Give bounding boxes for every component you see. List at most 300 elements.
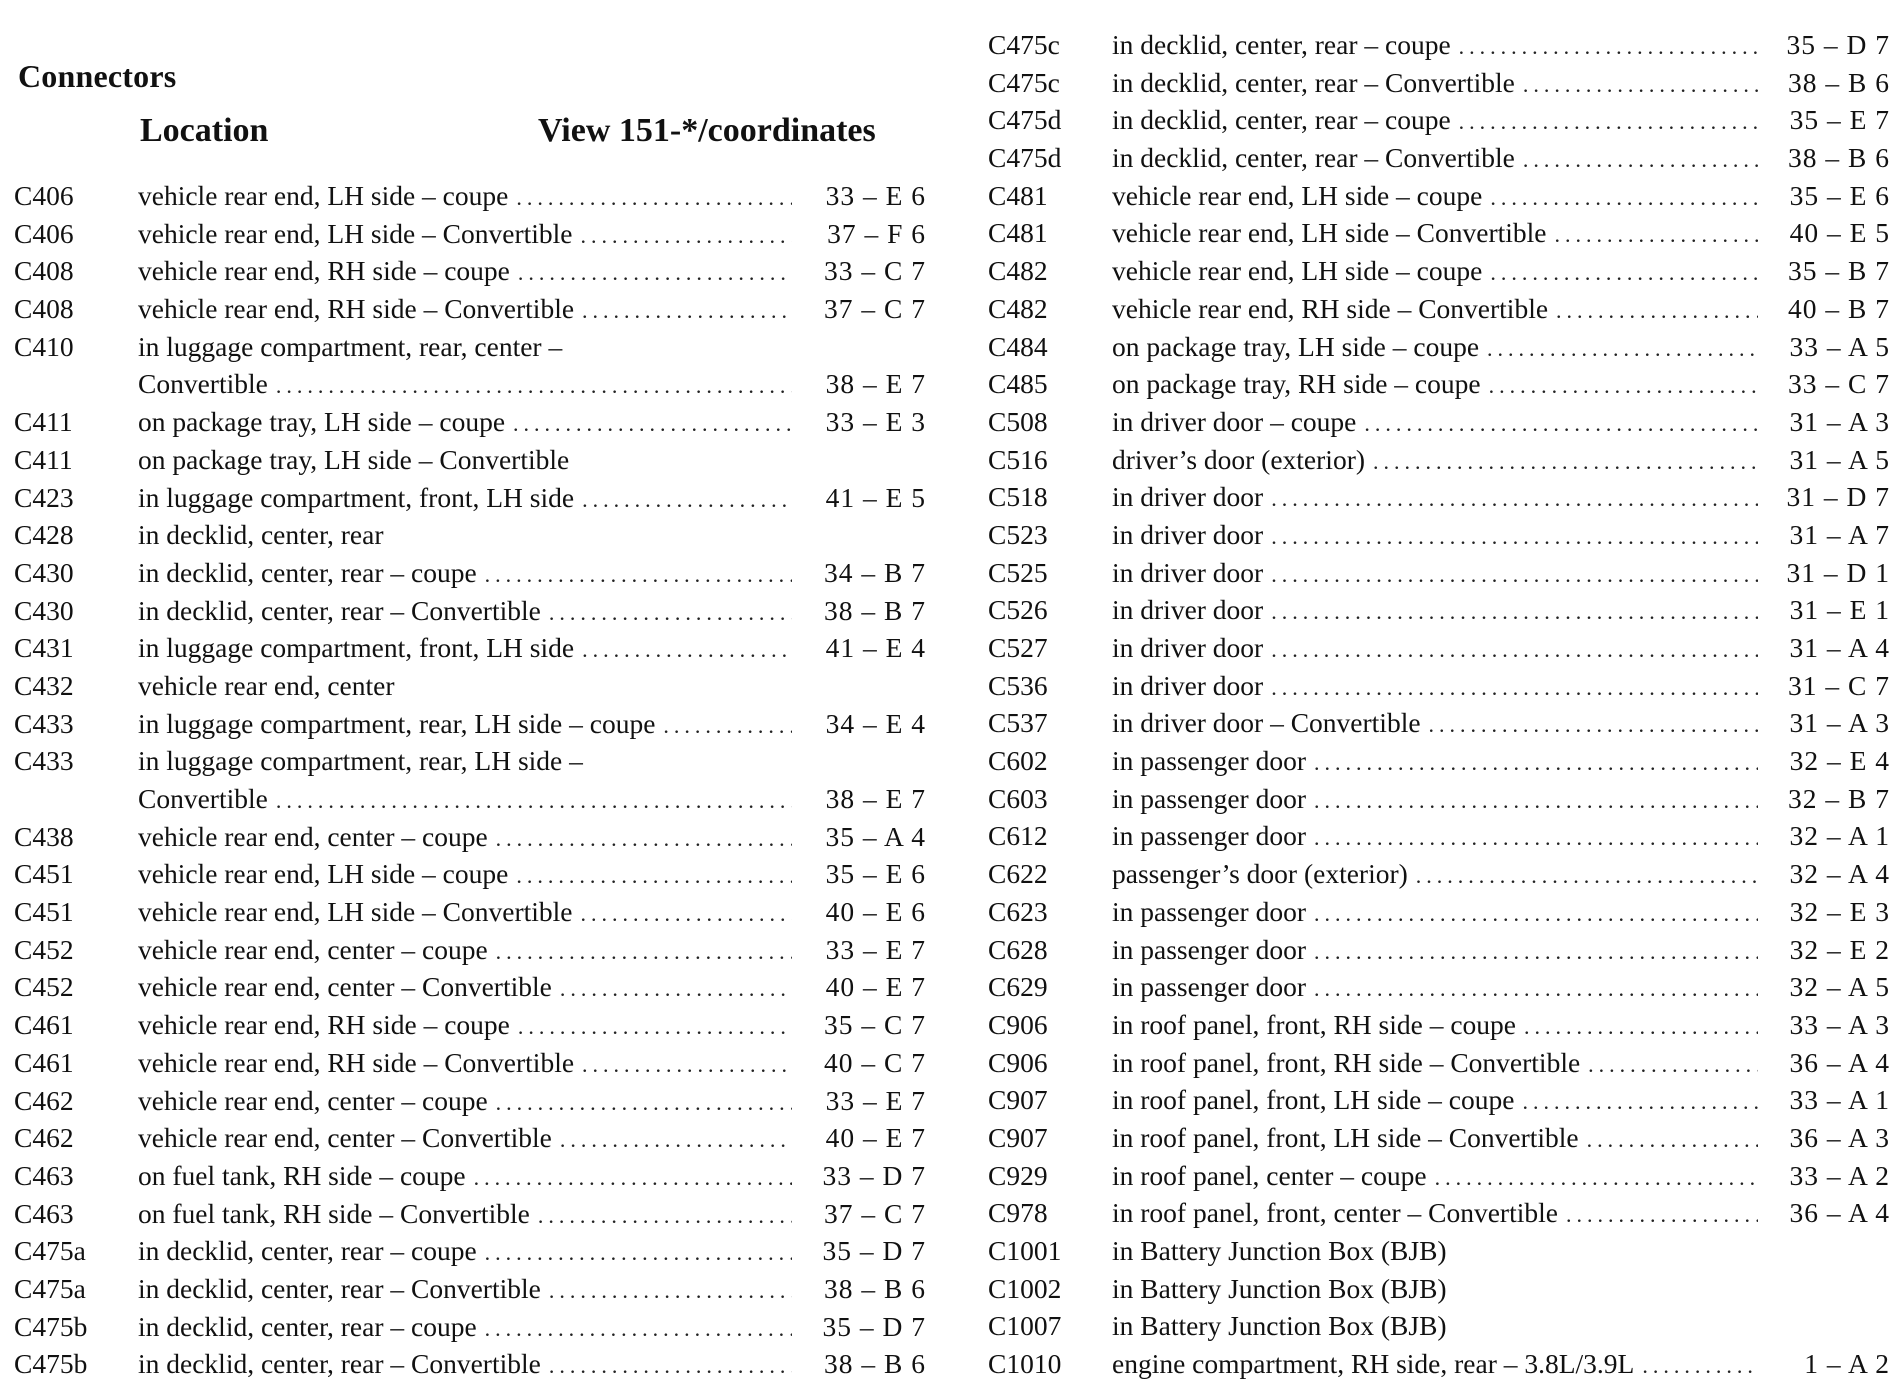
connector-location-cell [138,1119,796,1159]
connector-row [988,1157,1890,1195]
dot-leader [516,179,792,217]
connector-id: C428 [14,519,74,551]
connector-location: in driver door [1112,556,1264,588]
connector-location-cell [138,931,796,971]
connector-row [988,403,1890,441]
connector-location: in decklid, center, rear – Convertible [138,1348,541,1380]
connector-view-coordinates: 33 – C 7 [1788,368,1890,400]
connector-id: C433 [14,707,74,739]
connector-location-cell [138,1082,796,1122]
dot-leader [1271,669,1758,707]
connector-row [988,893,1890,931]
connector-id: C475a [14,1235,86,1267]
connector-location-cell [138,554,796,594]
connector-id: C452 [14,971,74,1003]
connector-location: in Battery Junction Box (BJB) [1112,1272,1447,1304]
connector-location: vehicle rear end, RH side – Convertible [138,1046,575,1078]
right-connector-list [988,26,1890,1383]
connector-location-cell [1112,968,1762,1008]
connector-view-coordinates: 36 – A 3 [1789,1121,1890,1153]
connector-location-cell [138,705,796,745]
connector-location-cell [1112,441,1762,481]
connector-view-coordinates: 36 – A 4 [1789,1046,1890,1078]
connector-location: in luggage compartment, rear, LH side – [138,745,583,777]
connector-view-coordinates: 32 – E 4 [1789,745,1890,777]
dot-leader [1271,518,1758,556]
connector-view-coordinates: 34 – B 7 [824,556,926,588]
connector-view-coordinates: 31 – A 7 [1789,518,1890,550]
connector-id: C978 [988,1197,1048,1229]
connector-location-cell [1112,403,1762,443]
connector-view-coordinates: 33 – D 7 [822,1159,926,1191]
connector-row [988,328,1890,366]
connector-view-coordinates: 33 – A 5 [1789,330,1890,362]
connector-id: C612 [988,820,1048,852]
connector-location: in driver door [1112,481,1264,513]
connector-row [988,931,1890,969]
connector-location: in decklid, center, rear – coupe [1112,104,1451,136]
dot-leader [1314,782,1758,820]
connector-row [14,403,926,441]
connector-id: C475c [988,29,1060,60]
dot-leader [1523,66,1758,104]
dot-leader [1556,292,1758,330]
dot-leader [513,405,792,443]
connector-view-coordinates: 33 – A 2 [1789,1159,1890,1191]
connector-location: on package tray, RH side – coupe [1112,368,1481,400]
connector-location: on package tray, LH side – coupe [1112,330,1480,362]
connector-row [14,441,926,479]
connector-location-cell [138,1232,796,1272]
connector-view-coordinates: 37 – C 7 [824,293,926,325]
connector-id: C1007 [988,1310,1062,1342]
connector-location: in passenger door [1112,971,1306,1003]
connector-id: C475b [14,1310,88,1342]
dot-leader [485,1310,792,1348]
connector-id: C1001 [988,1235,1062,1266]
connector-location-cell [1112,139,1762,179]
connector-location: in roof panel, front, LH side – Convertible [1112,1121,1579,1153]
connector-location-cell [1112,101,1762,141]
connector-row [988,139,1890,177]
connector-location: vehicle rear end, center – Convertible [138,971,552,1003]
connector-location: in passenger door [1112,745,1306,777]
connector-view-coordinates: 32 – A 1 [1789,820,1890,852]
connector-id: C408 [14,293,74,325]
connector-location: in Battery Junction Box (BJB) [1112,1235,1447,1266]
connector-location-cell [138,1157,796,1197]
connector-location-cell [138,1270,796,1310]
connector-location-cell [138,893,796,933]
connector-location-cell [138,328,796,366]
connector-view-coordinates: 31 – C 7 [1788,669,1890,701]
connector-location-cell [1112,893,1762,933]
connector-view-coordinates: 35 – E 7 [1789,104,1890,136]
connector-location-cell [1112,177,1762,217]
connector-id: C602 [988,745,1048,777]
connector-view-coordinates: 32 – B 7 [1788,782,1890,814]
connector-row [14,742,926,780]
dot-leader [1271,556,1758,594]
connector-location-cell [1112,328,1762,368]
connector-id: C603 [988,782,1048,814]
connector-row [14,1119,926,1157]
dot-leader [516,857,792,895]
connector-id: C628 [988,933,1048,965]
connector-row [14,1082,926,1120]
connector-id: C518 [988,481,1048,513]
connector-row [14,968,926,1006]
dot-leader [1566,1196,1758,1234]
dot-leader [485,1234,792,1272]
dot-leader [1373,443,1758,481]
connector-location-cell [1112,1270,1762,1308]
connector-row [14,1232,926,1270]
connector-row [988,1307,1890,1345]
connector-location-cell [1112,629,1762,669]
dot-leader [1642,1347,1758,1385]
dot-leader [1523,141,1758,179]
connector-location-cell [1112,64,1762,104]
connector-id: C622 [988,858,1048,890]
connector-view-coordinates: 35 – D 7 [822,1310,926,1342]
connector-location-cell [138,516,796,554]
connector-row [988,629,1890,667]
connector-view-coordinates: 40 – E 6 [825,896,926,928]
connector-view-coordinates: 38 – B 6 [1788,142,1890,174]
connector-location: vehicle rear end, center – coupe [138,933,488,965]
connector-view-coordinates: 32 – A 5 [1789,971,1890,1003]
connector-location-cell [1112,1232,1762,1270]
connector-location-cell [1112,931,1762,971]
connector-location: on package tray, LH side – coupe [138,406,506,438]
connector-location: vehicle rear end, LH side – coupe [1112,179,1483,211]
connector-location: in driver door [1112,632,1264,663]
connector-location: Convertible [138,368,268,400]
connector-row [988,817,1890,855]
connector-row [14,931,926,969]
connector-id: C475a [14,1272,86,1304]
view-column-header: View 151-*/coordinates [538,112,876,149]
connector-id: C451 [14,858,74,890]
connector-location: engine compartment, RH side, rear – 3.8L/3.9L [1112,1348,1635,1380]
connector-location-cell [1112,1345,1762,1385]
connector-location-cell [138,629,796,669]
connector-view-coordinates: 35 – D 7 [822,1235,926,1267]
connector-location-cell [1112,252,1762,292]
connector-location: in decklid, center, rear – coupe [138,1235,477,1267]
connector-row [14,705,926,743]
connector-id: C623 [988,895,1048,927]
connector-row [988,290,1890,328]
connector-location: in decklid, center, rear – Convertible [138,1272,541,1304]
connector-location: in driver door – coupe [1112,405,1357,437]
connector-location-cell [1112,1157,1762,1197]
connector-location: vehicle rear end, LH side – coupe [1112,255,1483,287]
connector-view-coordinates: 31 – D 1 [1786,556,1890,588]
connector-location-cell [1112,1044,1762,1084]
connector-location-cell [138,1044,796,1084]
connector-view-coordinates: 41 – E 5 [825,481,926,513]
connector-location-cell [1112,290,1762,330]
connector-location-cell [138,1308,796,1348]
connector-view-coordinates: 33 – A 3 [1789,1008,1890,1040]
location-column-header: Location [140,112,269,149]
dot-leader [1555,216,1759,254]
connector-id: C475d [988,104,1062,136]
connector-id: C508 [988,405,1048,437]
dot-leader [276,367,792,405]
connector-location-cell [138,780,796,820]
connector-location: in decklid, center, rear – Convertible [138,594,541,626]
connector-view-coordinates: 35 – E 6 [1789,179,1890,211]
connector-id: C452 [14,933,74,965]
connector-location-cell [138,290,796,330]
connector-row [988,101,1890,139]
dot-leader [1271,631,1758,669]
connector-row [14,1345,926,1383]
connector-location: in luggage compartment, rear, center – [138,330,563,362]
connector-view-coordinates: 33 – E 6 [825,180,926,211]
dot-leader [582,481,792,519]
connector-id: C438 [14,820,74,852]
connector-location-cell [1112,1119,1762,1159]
connector-location: on fuel tank, RH side – Convertible [138,1197,530,1229]
connector-id: C462 [14,1122,74,1154]
connector-id: C461 [14,1009,74,1041]
connector-location-cell [138,479,796,519]
connector-row [14,252,926,290]
connector-location-cell [1112,516,1762,556]
connector-location: vehicle rear end, center – Convertible [138,1122,552,1154]
connector-location-cell [1112,1081,1762,1121]
connector-view-coordinates: 33 – E 7 [825,933,926,965]
connector-view-coordinates: 38 – E 7 [825,783,926,814]
dot-leader [1459,103,1758,141]
connector-location-cell [1112,780,1762,820]
connector-location-cell [1112,667,1762,707]
connector-id: C475b [14,1348,88,1380]
connector-id: C475d [988,142,1062,174]
connector-location: in roof panel, front, RH side – Convertible [1112,1046,1581,1078]
connector-location-cell [138,177,796,217]
connector-location: vehicle rear end, RH side – coupe [138,1009,510,1041]
connector-view-coordinates: 33 – A 1 [1789,1084,1890,1116]
connector-location: in luggage compartment, front, LH side [138,632,575,664]
connector-id: C406 [14,180,74,211]
connector-row [988,554,1890,592]
connector-id: C526 [988,594,1048,626]
dot-leader [1271,480,1758,518]
dot-leader [518,1008,792,1046]
dot-leader [496,1084,792,1122]
connector-row [988,1194,1890,1232]
connector-row [988,441,1890,479]
connector-id: C406 [14,217,74,249]
connector-location: driver’s door (exterior) [1112,443,1366,475]
connector-id: C1010 [988,1348,1062,1380]
connector-id: C430 [14,594,74,626]
dot-leader [549,594,792,632]
connector-view-coordinates: 36 – A 4 [1789,1197,1890,1229]
connector-location-cell [1112,1194,1762,1234]
connector-row [988,64,1890,102]
connector-view-coordinates: 35 – C 7 [824,1009,926,1041]
connector-view-coordinates: 31 – A 3 [1789,405,1890,437]
connector-row [988,591,1890,629]
connector-row [14,1006,926,1044]
connector-location: in decklid, center, rear – coupe [138,1310,477,1342]
dot-leader [1489,367,1758,405]
connector-view-coordinates: 35 – B 7 [1788,255,1890,287]
connector-location-cell [138,1006,796,1046]
connector-view-coordinates: 38 – E 7 [825,368,926,400]
connector-row [988,968,1890,1006]
connector-location-cell [138,403,796,443]
connector-row [14,215,926,253]
connector-view-coordinates: 37 – C 7 [824,1197,926,1229]
connector-location-cell [1112,591,1762,631]
connector-id: C907 [988,1121,1048,1153]
connector-id: C482 [988,292,1048,324]
page-title: Connectors [18,58,177,94]
connector-view-coordinates: 35 – D 7 [1786,29,1890,60]
dot-leader [1435,1159,1758,1197]
connector-id: C431 [14,632,74,664]
connector-location: Convertible [138,783,268,814]
connector-location-cell [1112,855,1762,895]
connector-id: C484 [988,330,1048,362]
connector-view-coordinates: 37 – F 6 [827,217,926,249]
connector-id: C929 [988,1159,1048,1191]
connector-row [14,1044,926,1082]
connector-row [988,742,1890,780]
connector-row [14,1270,926,1308]
connector-location: in decklid, center, rear – coupe [138,556,477,588]
connector-row [988,667,1890,705]
connector-location: vehicle rear end, center [138,669,395,701]
connector-id: C451 [14,896,74,928]
connector-view-coordinates: 40 – C 7 [824,1046,926,1078]
dot-leader [1487,330,1758,368]
connector-location-cell [138,1345,796,1385]
connector-row [14,290,926,328]
connector-location: in decklid, center, rear – Convertible [1112,66,1515,98]
dot-leader [1416,857,1758,895]
connector-view-coordinates: 33 – E 7 [825,1084,926,1116]
connector-view-coordinates: 32 – A 4 [1789,858,1890,890]
connector-view-coordinates: 40 – E 7 [825,1122,926,1154]
dot-leader [1490,254,1758,292]
connector-view-coordinates: 31 – E 1 [1789,594,1890,626]
connector-id: C527 [988,632,1048,663]
connector-view-coordinates: 33 – C 7 [824,255,926,287]
connector-id: C481 [988,217,1048,249]
connector-row [988,1270,1890,1308]
connector-location: vehicle rear end, center – coupe [138,1084,488,1116]
connector-id: C906 [988,1046,1048,1078]
dot-leader [518,254,792,292]
connector-view-coordinates: 38 – B 6 [824,1272,926,1304]
connector-location-cell [1112,365,1762,405]
connector-view-coordinates: 31 – D 7 [1786,481,1890,513]
dot-leader [1314,819,1758,857]
connector-row [14,667,926,705]
dot-leader [474,1159,792,1197]
connector-row [988,1006,1890,1044]
connector-view-coordinates: 38 – B 6 [1788,66,1890,98]
dot-leader [1364,405,1758,443]
connector-id: C411 [14,443,73,475]
connector-id: C475c [988,66,1060,98]
connector-location-cell [138,855,796,895]
connector-view-coordinates: 31 – A 5 [1789,443,1890,475]
connector-id: C629 [988,971,1048,1003]
connector-location: on fuel tank, RH side – coupe [138,1159,466,1191]
connector-row [988,1119,1890,1157]
dot-leader [549,1347,792,1385]
connector-location: in roof panel, front, RH side – coupe [1112,1008,1517,1040]
connector-id: C525 [988,556,1048,588]
connector-id: C536 [988,669,1048,701]
connector-row [988,855,1890,893]
connector-location-cell [1112,554,1762,594]
connector-location-cell [1112,1307,1762,1345]
connector-id: C462 [14,1084,74,1116]
connector-location: in driver door [1112,594,1264,626]
connector-row [988,780,1890,818]
dot-leader [496,933,792,971]
connector-location: vehicle rear end, center – coupe [138,820,488,852]
connector-location-cell [1112,742,1762,782]
dot-leader [549,1272,792,1310]
connector-location-cell [138,667,796,705]
dot-leader [1588,1046,1758,1084]
connector-row [14,554,926,592]
connector-id: C411 [14,406,73,438]
dot-leader [581,217,793,255]
dot-leader [560,970,792,1008]
dot-leader [1314,933,1758,971]
connector-location-cell [138,252,796,292]
connector-id: C410 [14,330,74,362]
connector-id: C906 [988,1008,1048,1040]
connector-view-coordinates: 38 – B 7 [824,594,926,626]
connector-row [14,1157,926,1195]
connector-location: in passenger door [1112,820,1306,852]
dot-leader [1490,179,1758,217]
connector-view-coordinates: 32 – E 3 [1789,895,1890,927]
connector-location: in driver door [1112,669,1264,701]
connector-row [14,1195,926,1233]
dot-leader [560,1121,792,1159]
dot-leader [1524,1008,1758,1046]
connector-row [988,1345,1890,1383]
dot-leader [538,1197,792,1235]
connector-row [14,818,926,856]
connector-location-cell [138,968,796,1008]
connector-location: in passenger door [1112,895,1306,927]
connector-id: C463 [14,1197,74,1229]
dot-leader [663,707,792,745]
connector-location: vehicle rear end, RH side – Convertible [1112,292,1549,324]
connector-id: C423 [14,481,74,513]
connector-location-cell [138,742,796,780]
connector-row [988,1081,1890,1119]
connector-view-coordinates: 31 – A 3 [1789,707,1890,739]
dot-leader [1587,1121,1758,1159]
connector-id: C433 [14,745,74,777]
